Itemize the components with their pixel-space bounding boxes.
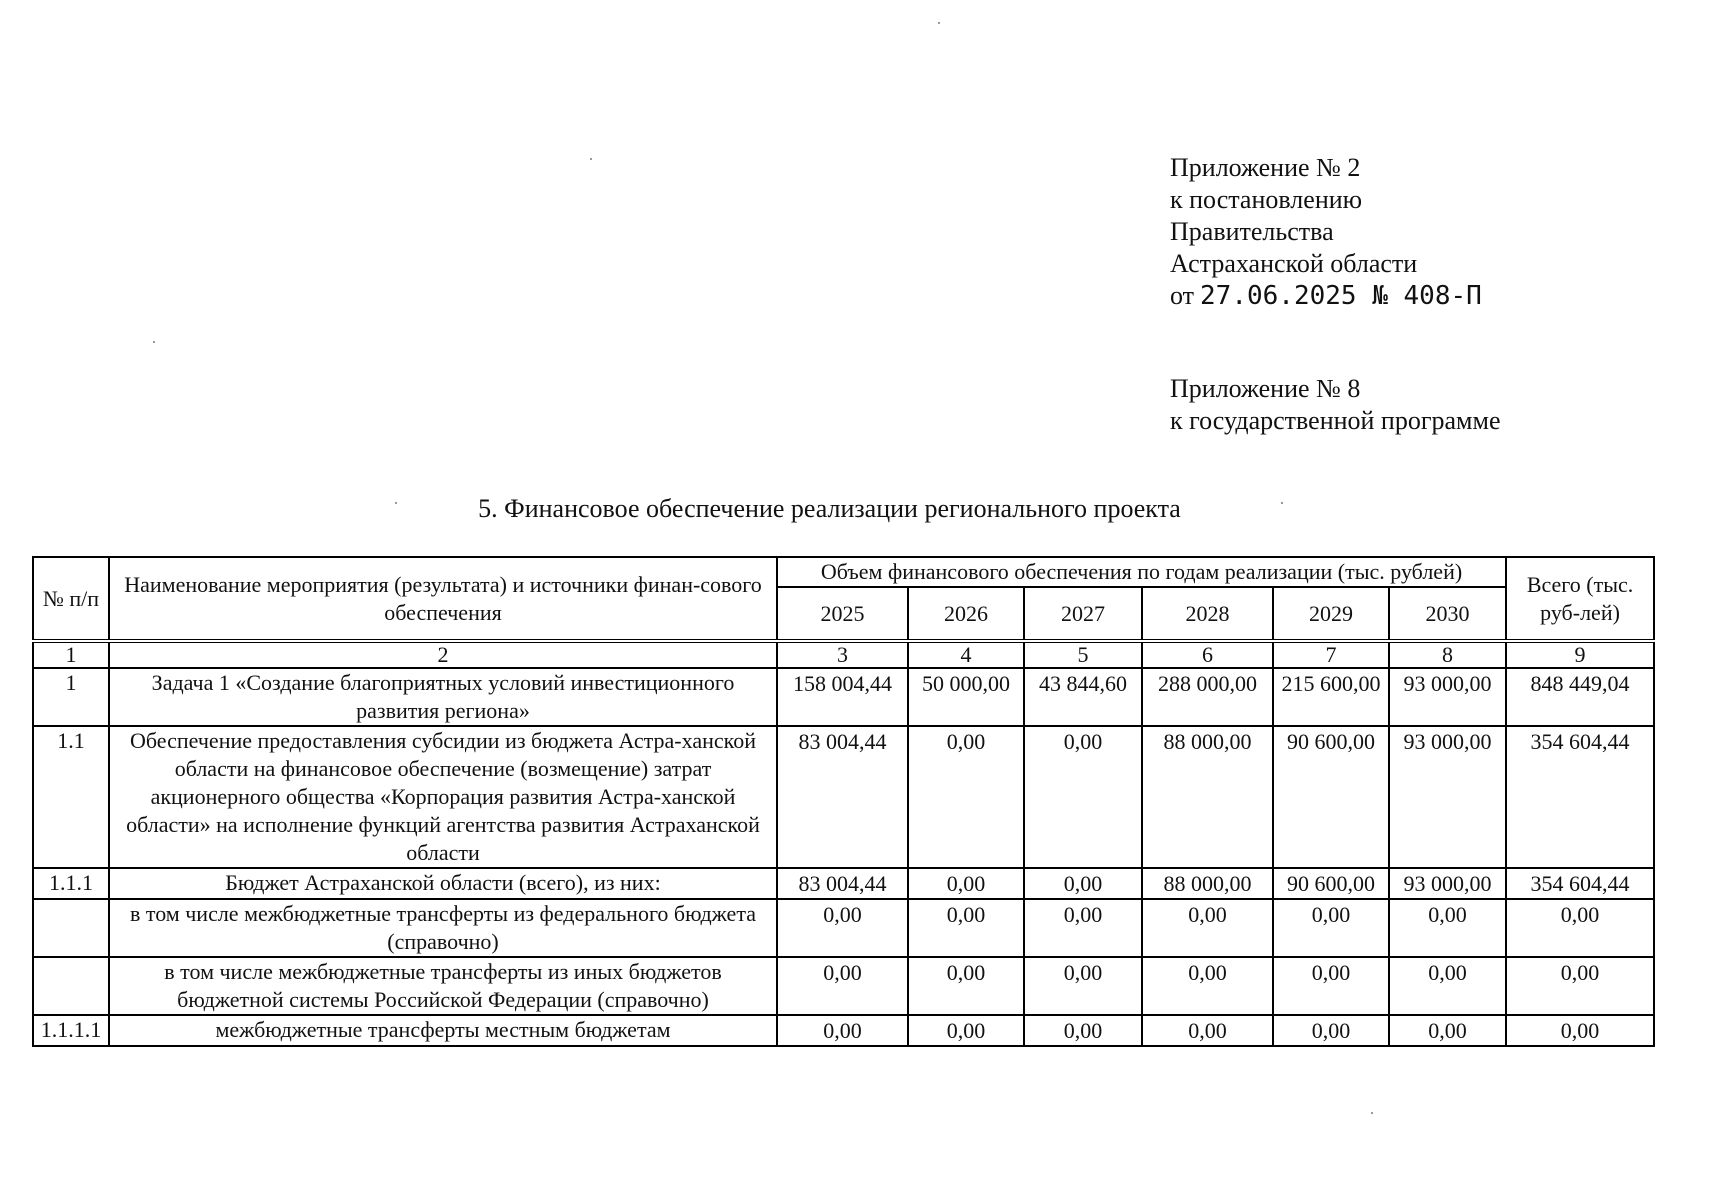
row-value: 0,00 — [1024, 899, 1142, 957]
row-value: 0,00 — [777, 899, 908, 957]
section-title-wrap — [0, 493, 1719, 525]
row-value: 0,00 — [908, 868, 1024, 899]
appendix-2-line-region: Астраханской области — [1170, 249, 1418, 278]
column-index: 4 — [908, 641, 1024, 668]
row-num: 1.1.1.1 — [33, 1015, 109, 1046]
appendix-8-header — [1170, 373, 1501, 437]
row-value: 0,00 — [1273, 957, 1389, 1015]
row-total: 354 604,44 — [1506, 868, 1654, 899]
row-value: 0,00 — [777, 957, 908, 1015]
appendix-2-header — [1170, 152, 1482, 312]
row-total: 354 604,44 — [1506, 726, 1654, 868]
row-value: 158 004,44 — [777, 668, 908, 726]
row-total: 848 449,04 — [1506, 668, 1654, 726]
date-number-stamp: 27.06.2025 № 408-П — [1200, 281, 1482, 311]
appendix-2-date-line — [1170, 280, 1482, 312]
header-year: 2030 — [1389, 587, 1506, 641]
row-value: 215 600,00 — [1273, 668, 1389, 726]
row-value: 50 000,00 — [908, 668, 1024, 726]
column-index: 9 — [1506, 641, 1654, 668]
header-volume: Объем финансового обеспечения по годам реализации (тыс. рублей) — [777, 557, 1506, 587]
row-value: 90 600,00 — [1273, 868, 1389, 899]
row-num — [33, 899, 109, 957]
row-value: 0,00 — [1389, 1015, 1506, 1046]
row-value: 0,00 — [1142, 1015, 1273, 1046]
table-row — [33, 957, 1654, 1015]
table-row — [33, 899, 1654, 957]
scan-speck — [938, 22, 940, 24]
row-total: 0,00 — [1506, 1015, 1654, 1046]
row-value: 0,00 — [777, 1015, 908, 1046]
row-name: Обеспечение предоставления субсидии из бюджета Астра-ханской области на финансовое обеспечение (возмещение) затрат акционерного общества «Корпорация развития Астра-ханской области» на исполнение функций агентства развития Астраханской области — [109, 726, 777, 868]
table-row — [33, 668, 1654, 726]
scan-speck — [590, 158, 592, 160]
header-year: 2029 — [1273, 587, 1389, 641]
table-row — [33, 868, 1654, 899]
row-num: 1.1 — [33, 726, 109, 868]
row-num: 1 — [33, 668, 109, 726]
table-row — [33, 1015, 1654, 1046]
row-value: 43 844,60 — [1024, 668, 1142, 726]
row-name: межбюджетные трансферты местным бюджетам — [109, 1015, 777, 1046]
header-year: 2027 — [1024, 587, 1142, 641]
header-name: Наименование мероприятия (результата) и источники финан-сового обеспечения — [109, 557, 777, 641]
row-value: 88 000,00 — [1142, 726, 1273, 868]
header-year: 2026 — [908, 587, 1024, 641]
row-value: 93 000,00 — [1389, 668, 1506, 726]
header-year: 2025 — [777, 587, 908, 641]
header-year: 2028 — [1142, 587, 1273, 641]
row-name: Задача 1 «Создание благоприятных условий инвестиционного развития региона» — [109, 668, 777, 726]
column-index: 1 — [33, 641, 109, 668]
scan-speck — [395, 502, 397, 504]
row-value: 0,00 — [1024, 957, 1142, 1015]
header-total: Всего (тыс. руб-лей) — [1506, 557, 1654, 641]
row-total: 0,00 — [1506, 899, 1654, 957]
row-value: 90 600,00 — [1273, 726, 1389, 868]
row-name: в том числе межбюджетные трансферты из иных бюджетов бюджетной системы Российской Федерации (справочно) — [109, 957, 777, 1015]
appendix-2-line-government: Правительства — [1170, 217, 1334, 246]
column-index: 6 — [1142, 641, 1273, 668]
row-total: 0,00 — [1506, 957, 1654, 1015]
scan-speck — [1371, 1112, 1373, 1114]
row-value: 83 004,44 — [777, 726, 908, 868]
row-value: 83 004,44 — [777, 868, 908, 899]
column-index: 8 — [1389, 641, 1506, 668]
financing-table — [32, 556, 1655, 1047]
row-value: 288 000,00 — [1142, 668, 1273, 726]
column-index: 5 — [1024, 641, 1142, 668]
row-value: 0,00 — [1024, 726, 1142, 868]
table-row — [33, 726, 1654, 868]
row-value: 0,00 — [1142, 899, 1273, 957]
column-index: 7 — [1273, 641, 1389, 668]
row-value: 0,00 — [1024, 868, 1142, 899]
appendix-8-title: Приложение № 8 — [1170, 374, 1361, 403]
row-value: 0,00 — [1389, 957, 1506, 1015]
column-index: 3 — [777, 641, 908, 668]
row-value: 0,00 — [1142, 957, 1273, 1015]
row-value: 93 000,00 — [1389, 868, 1506, 899]
row-value: 0,00 — [1389, 899, 1506, 957]
row-name: Бюджет Астраханской области (всего), из них: — [109, 868, 777, 899]
row-value: 0,00 — [908, 726, 1024, 868]
column-index-row — [33, 641, 1654, 668]
section-title: 5. Финансовое обеспечение реализации регионального проекта — [478, 494, 1181, 523]
row-value: 88 000,00 — [1142, 868, 1273, 899]
row-value: 0,00 — [908, 1015, 1024, 1046]
scan-speck — [153, 341, 155, 343]
row-num: 1.1.1 — [33, 868, 109, 899]
date-prefix: от — [1170, 281, 1195, 310]
appendix-8-line-program: к государственной программе — [1170, 406, 1501, 435]
row-value: 93 000,00 — [1389, 726, 1506, 868]
row-name: в том числе межбюджетные трансферты из федерального бюджета (справочно) — [109, 899, 777, 957]
header-num: № п/п — [33, 557, 109, 641]
appendix-2-title: Приложение № 2 — [1170, 153, 1361, 182]
row-value: 0,00 — [1273, 1015, 1389, 1046]
row-value: 0,00 — [908, 899, 1024, 957]
appendix-2-line-resolution: к постановлению — [1170, 185, 1363, 214]
row-num — [33, 957, 109, 1015]
scan-speck — [1281, 502, 1283, 504]
row-value: 0,00 — [1024, 1015, 1142, 1046]
row-value: 0,00 — [908, 957, 1024, 1015]
column-index: 2 — [109, 641, 777, 668]
row-value: 0,00 — [1273, 899, 1389, 957]
